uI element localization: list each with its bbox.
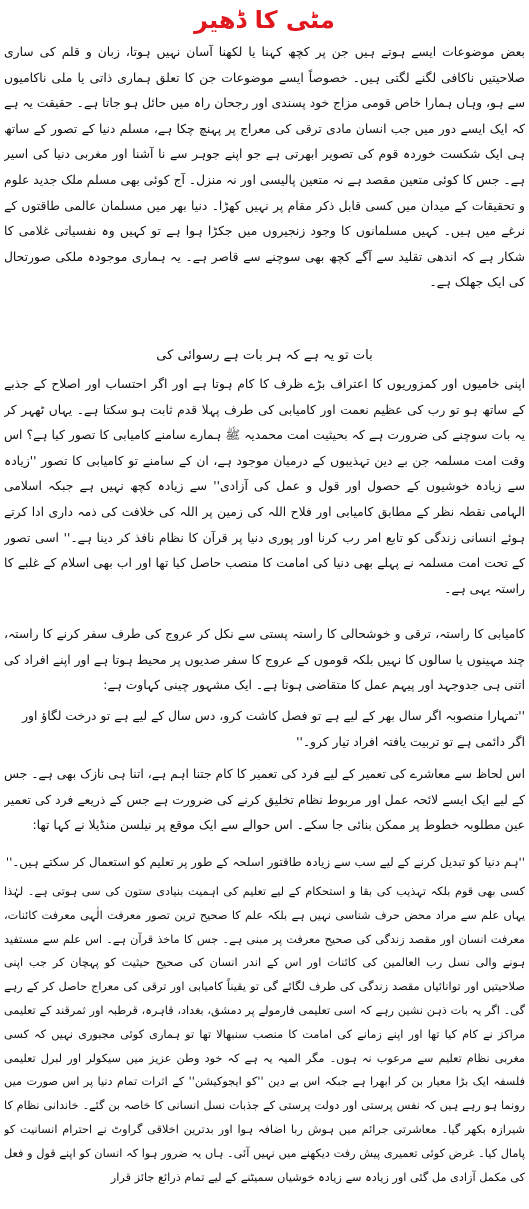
article-title: مٹی کا ڈھیر bbox=[194, 6, 335, 34]
paragraph-education: کسی بھی قوم بلکہ تہذیب کی بقا و استحکام کے لیے تعلیم کی اہمیت بنیادی ستون کی سی ہوتی ہے۔ لہٰذا یہاں علم سے مراد محض حرف شناسی نہیں ہے بلکہ علم کا صحیح ترین تصور معرفت الٰہی معرفت کائنات، معرفت انسان اور مقصد زندگی کی صحیح معرفت پر مبنی ہے۔ جس کا ماخذ قرآن ہے۔ اس علم سے مستفید ہونے والی نسل رب العالمین کی کائنات اور اس کے اندر انسان کی صحیح حیثیت کو پہچان کر جب اپنی صلاحیتیں اور توانائیاں مقصد زندگی کی طرف لگائے گی تو یقیناً کامیابی اور ترقی کی معراج حاصل کر کے رہے گی۔ اگر یہ بات ذہن نشین رہے کہ اسی تعلیمی فارمولے پر دمشق، بغداد، قاہرہ، قرطبہ اور ثمرقند کے تعلیمی مراکز نے کام کیا تھا اور اپنے زمانے کی امامت کا منصب سنبھالا تھا تو ہماری کوئی مجبوری نہیں کہ کسی مغربی نظام تعلیم سے مرعوب نہ ہوں۔ مگر المیہ یہ ہے کہ خود وطن عزیز میں سیکولر اور لبرل تعلیمی فلسفہ ایک بڑا معیار بن کر ابھرا ہے جبکہ اس بے دین ''کو ایجوکیشن'' کے اثرات تمام دنیا پر اس صورت میں رونما ہو رہے ہیں کہ نفس پرستی اور دولت پرستی کے جذبات نسل انسانی کا خاصہ بن گئے۔ خاندانی نظام کا شیرازہ بکھر گیا۔ معاشرتی جرائم میں ہوش ربا اضافہ ہوا اور بدترین اخلاقی گراوٹ نے احترام انسانیت کو پامال کیا۔ غرض کوئی تعمیری پیش رفت دیکھنے میں نہیں آئی۔ ہاں یہ ضرور ہوا کہ انسان کو اپنے قول و فعل کی مکمل آزادی مل گئی اور زیادہ سے زیادہ خوشیاں سمیٹنے کے لیے تمام ذرائع جائز قرار bbox=[4, 885, 525, 1184]
paragraph-intro: بعض موضوعات ایسے ہوتے ہیں جن پر کچھ کہنا یا لکھنا آسان نہیں ہوتا، زبان و قلم کی ساری صلاحیتیں ناکافی لگنے لگتی ہیں۔ خصوصاً ایسے موضوعات جن کا تعلق ہماری ذاتی یا ملی ناکامیوں سے ہو، وہاں ہمارا خاص قومی مزاج خود پسندی اور رجحان راہ میں حائل ہو جاتا ہے۔ حقیقت یہ ہے کہ ایک ایسے دور میں جب انسان مادی ترقی کی معراج پر پہنچ چکا ہے، مسلم دنیا کے تصور کے ساتھ ہی ایک شکست خوردہ قوم کی تصویر ابھرتی ہے جو اپنے جوہر سے نا آشنا اور مغربی دنیا کی اسیر ہے۔ جس کا کوئی متعین مقصد ہے نہ متعین پالیسی اور نہ منزل۔ آج کوئی بھی مسلم ملک جدید علوم و تحقیقات کے میدان میں کسی قابل ذکر مقام پر نہیں کھڑا۔ دنیا بھر میں مسلمان عالمی طاقتوں کے نرغے میں ہیں۔ کہیں مسلمانوں کا وجود زنجیروں میں جکڑا ہوا ہے تو کہیں وہ نفسیاتی غلامی کا شکار ہے کہ اندھی تقلید سے آگے کچھ بھی سوچنے سے قاصر ہے۔ یہ ہماری موجودہ ملکی صورتحال کی ایک جھلک ہے۔ bbox=[4, 45, 525, 290]
quote-mandela: ''ہم دنیا کو تبدیل کرنے کے لیے سب سے زیادہ طاقتور اسلحہ کے طور پر تعلیم کو استعمال کر سکتے ہیں۔'' bbox=[5, 855, 525, 869]
paragraph-success-concept: اپنی خامیوں اور کمزوریوں کا اعتراف بڑے ظرف کا کام ہوتا ہے اور اگر احتساب اور اصلاح کے جذبے کے ساتھ ہو تو رب کی عظیم نعمت اور کامیابی کی طرف پہلا قدم ثابت ہو سکتا ہے۔ یہاں ٹھہر کر یہ بات سوچنے کی ضرورت ہے کہ بحیثیت امت محمدیہ ﷺ ہمارے سامنے کامیابی کا تصور کیا ہے؟ اس وقت امت مسلمہ جن بے دین تہذیبوں کے درمیان موجود ہے، ان کے سامنے تو کامیابی کا تصور ''زیادہ سے زیادہ خوشیوں کے حصول اور قول و عمل کی آزادی'' سے زیادہ کچھ نہیں ہے جبکہ اسلامی الہامی نقطہ نظر کے مطابق کامیابی اور فلاح اللہ کی زمین پر اللہ کی خلافت کی ذمہ داری ادا کرتے ہوئے انسانی زندگی کو تابع امر رب کرنا اور پوری دنیا پر قرآن کا نظام نافذ کر دینا ہے۔'' اسی تصور کے تحت امت مسلمہ نے پہلے بھی دنیا کی امامت کا منصب حاصل کیا تھا اور اب بھی اسلام کے غلبے کا راستہ یہی ہے۔ bbox=[4, 377, 525, 596]
quote-chinese-proverb: ''تمہارا منصوبہ اگر سال بھر کے لیے ہے تو فصل کاشت کرو، دس سال کے لیے ہے تو درخت لگاؤ اور اگر دائمی ہے تو تربیت یافتہ افراد تیار کرو۔'' bbox=[22, 709, 525, 749]
paragraph-path-of-success: کامیابی کا راستہ، ترقی و خوشحالی کا راستہ پستی سے نکل کر عروج کی طرف سفر کرنے کا راستہ، چند مہینوں یا سالوں کا نہیں بلکہ قوموں کے عروج کا سفر صدیوں پر محیط ہوتا ہے اور اپنے افراد کی اتنی ہی جدوجہد اور پیہم عمل کا متقاضی ہوتا ہے۔ ایک مشہور چینی کہاوت ہے: bbox=[4, 627, 525, 693]
paragraph-individual-building: اس لحاظ سے معاشرے کی تعمیر کے لیے فرد کی تعمیر کا کام جتنا اہم ہے، اتنا ہی نازک بھی ہے۔ جس کے لیے ایک ایسے لائحہ عمل اور مربوط نظام تخلیق کرنے کی ضرورت ہے جس کے ذریعے فرد کی تعمیر عین مطلوبہ خطوط پر ممکن بنائی جا سکے۔ اس حوالے سے ایک موقع پر نیلسن منڈیلا نے کہا تھا: bbox=[4, 767, 525, 833]
subheading-verse: بات تو یہ ہے کہ ہر بات ہے رسوائی کی bbox=[156, 348, 373, 363]
